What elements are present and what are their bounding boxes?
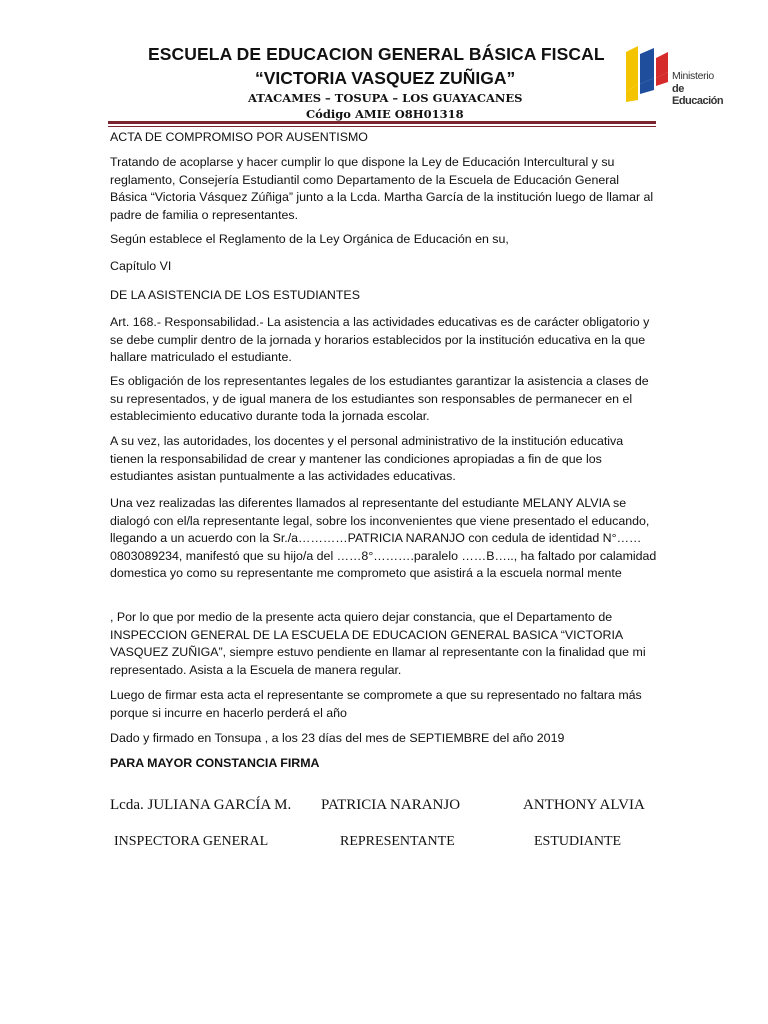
ministry-flag-icon [624, 44, 670, 104]
signature-student-name: ANTHONY ALVIA [523, 797, 645, 813]
paragraph-agreement: Una vez realizadas las diferentes llamados al representante del estudiante MELANY ALVIA se dialogó con el/la representante legal, sobre los inconvenientes que viene presentado el educando, llegando a un acuerdo con la Sr./a…………PATRICIA NARANJO con cedula de identidad N°……0803089234, manifestó que su hijo/a del ……8°……….paralelo ……B….., ha faltado por calamidad domestica yo como su representante me comprometo que asistirá a la escuela normal mente [110, 496, 657, 581]
paragraph-authorities: A su vez, las autoridades, los docentes y el personal administrativo de la institución educativa tienen la responsabilidad de crear y mantener las condiciones apropiadas a fin de que los estudiantes asistan puntualmente a las actividades educativas. [110, 434, 624, 484]
school-name: ESCUELA DE EDUCACION GENERAL BÁSICA FISCAL [148, 44, 605, 64]
paragraph-intro: Tratando de acoplarse y hacer cumplir lo que dispone la Ley de Educación Intercultural y su reglamento, Consejería Estudiantil como Departamento de la Escuela de Educación General Básica “Victoria Vásquez Zúñiga” junto a la Lcda. Martha García de la institución luego de llamar al padre de familia o representantes. [110, 155, 654, 222]
ministry-logo [624, 44, 734, 107]
school-location: ATACAMES – TOSUPA – LOS GUAYACANES [248, 91, 523, 105]
paragraph-reglamento: Según establece el Reglamento de la Ley Orgánica de Educación en su, [110, 232, 509, 246]
school-code: Código AMIE O8H01318 [306, 107, 464, 121]
paragraph-article-168: Art. 168.- Responsabilidad.- La asistencia a las actividades educativas es de carácter obligatorio y se debe cumplir dentro de la jornada y horarios establecidos por la institución educativa en la que hallare matriculado el estudiante. [110, 315, 650, 365]
signature-inspector-role: INSPECTORA GENERAL [114, 834, 269, 849]
paragraph-record: , Por lo que por medio de la presente acta quiero dejar constancia, que el Departamento de INSPECCION GENERAL DE LA ESCUELA DE EDUCACION GENERAL BASICA “VICTORIA VASQUEZ ZUÑIGA”, siempre estuvo pendiente en llamar al representante con la finalidad que mi representado. Asista a la Escuela de manera regular. [110, 610, 646, 677]
signature-inspector-name: Lcda. JULIANA GARCÍA M. [110, 797, 292, 813]
header-rule-thin [108, 126, 656, 127]
logo-text-educacion: de Educación [672, 83, 724, 107]
paragraph-obligation: Es obligación de los representantes legales de los estudiantes garantizar la asistencia a clases de su representados, y de igual manera de los estudiantes son responsables de permanecer en el establecimiento educativo durante toda la jornada escolar. [110, 374, 649, 424]
document-title: ACTA DE COMPROMISO POR AUSENTISMO [110, 130, 368, 144]
header-rule-thick [108, 121, 656, 124]
signature-representative-role: REPRESENTANTE [340, 834, 455, 849]
signature-student-role: ESTUDIANTE [534, 834, 622, 849]
paragraph-sign-heading: PARA MAYOR CONSTANCIA FIRMA [110, 756, 320, 770]
paragraph-commitment: Luego de firmar esta acta el representante se compromete a que su representado no faltara más porque si incurre en hacerlo perderá el año [110, 688, 642, 720]
paragraph-date: Dado y firmado en Tonsupa , a los 23 días del mes de SEPTIEMBRE del año 2019 [110, 731, 565, 745]
paragraph-section-heading: DE LA ASISTENCIA DE LOS ESTUDIANTES [110, 288, 360, 302]
paragraph-capitulo: Capítulo VI [110, 259, 172, 273]
document-header [0, 0, 768, 125]
signature-representative-name: PATRICIA NARANJO [321, 797, 461, 813]
logo-text-ministerio: Ministerio [672, 70, 714, 82]
school-quote-name: “VICTORIA VASQUEZ ZUÑIGA” [255, 68, 516, 88]
